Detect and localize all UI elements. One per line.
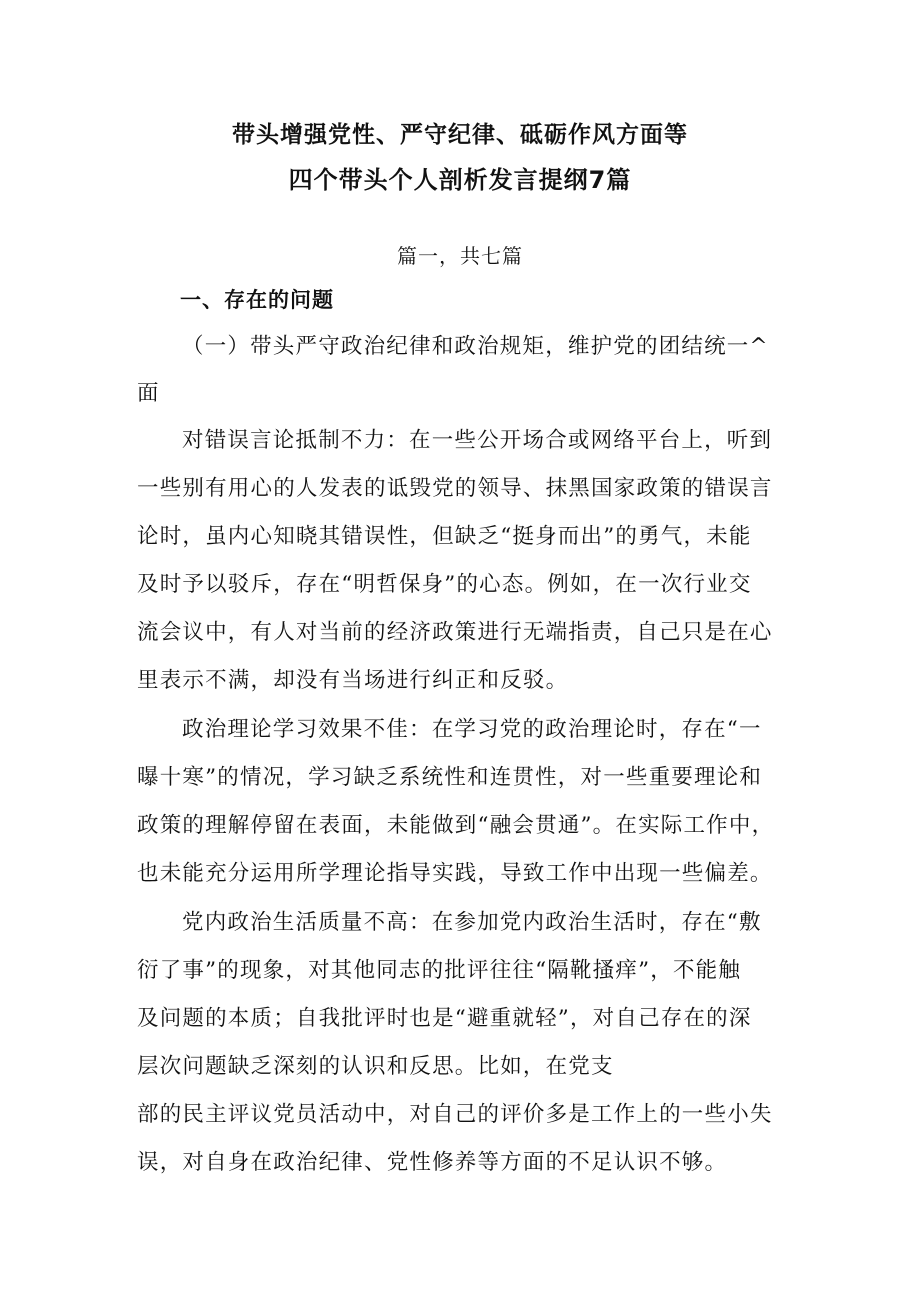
paragraph-line: （一）带头严守政治纪律和政治规矩，维护党的团结统一^ [182, 334, 769, 359]
paragraph-line: 流会议中，有人对当前的经济政策进行无端指责，自己只是在心 [137, 620, 773, 645]
document-title-line-1: 带头增强党性、严守纪律、砥砺作风方面等 [232, 122, 688, 148]
document-subtitle: 篇一，共七篇 [397, 244, 523, 268]
paragraph-line: 论时，虽内心知晓其错误性，但缺乏“挺身而出”的勇气，未能 [137, 524, 752, 549]
paragraph-line: 也未能充分运用所学理论指导实践，导致工作中出现一些偏差。 [137, 861, 773, 886]
paragraph-line: 里表示不满，却没有当场进行纠正和反驳。 [137, 668, 569, 693]
paragraph-line: 层次问题缺乏深刻的认识和反思。比如，在党支 [137, 1054, 614, 1079]
paragraph-line: 衍了事”的现象，对其他同志的批评往往“隔靴搔痒”，不能触 [137, 958, 742, 983]
document-title-line-2: 四个带头个人剖析发言提纲7篇 [288, 166, 632, 194]
paragraph-line: 政策的理解停留在表面，未能做到“融会贯通”。在实际工作中， [137, 813, 775, 838]
paragraph-line: 误，对自身在政治纪律、党性修养等方面的不足认识不够。 [137, 1150, 728, 1175]
paragraph-line: 面 [137, 381, 160, 406]
paragraph-line: 政治理论学习效果不佳：在学习党的政治理论时，存在“一 [182, 717, 762, 742]
paragraph-line: 及问题的本质；自我批评时也是“避重就轻”，对自己存在的深 [137, 1006, 752, 1031]
paragraph-line: 曝十寒”的情况，学习缺乏系统性和连贯性，对一些重要理论和 [137, 765, 763, 790]
paragraph-line: 对错误言论抵制不力：在一些公开场合或网络平台上，听到 [182, 428, 773, 453]
paragraph-line: 党内政治生活质量不高：在参加党内政治生活时，存在“敷 [182, 910, 762, 935]
paragraph-line: 部的民主评议党员活动中，对自己的评价多是工作上的一些小失 [137, 1102, 773, 1127]
paragraph-line: 及时予以驳斥，存在“明哲保身”的心态。例如，在一次行业交 [137, 572, 752, 597]
section-heading: 一、存在的问题 [180, 288, 334, 312]
paragraph-line: 一些别有用心的人发表的诋毁党的领导、抹黑国家政策的错误言 [137, 476, 773, 501]
